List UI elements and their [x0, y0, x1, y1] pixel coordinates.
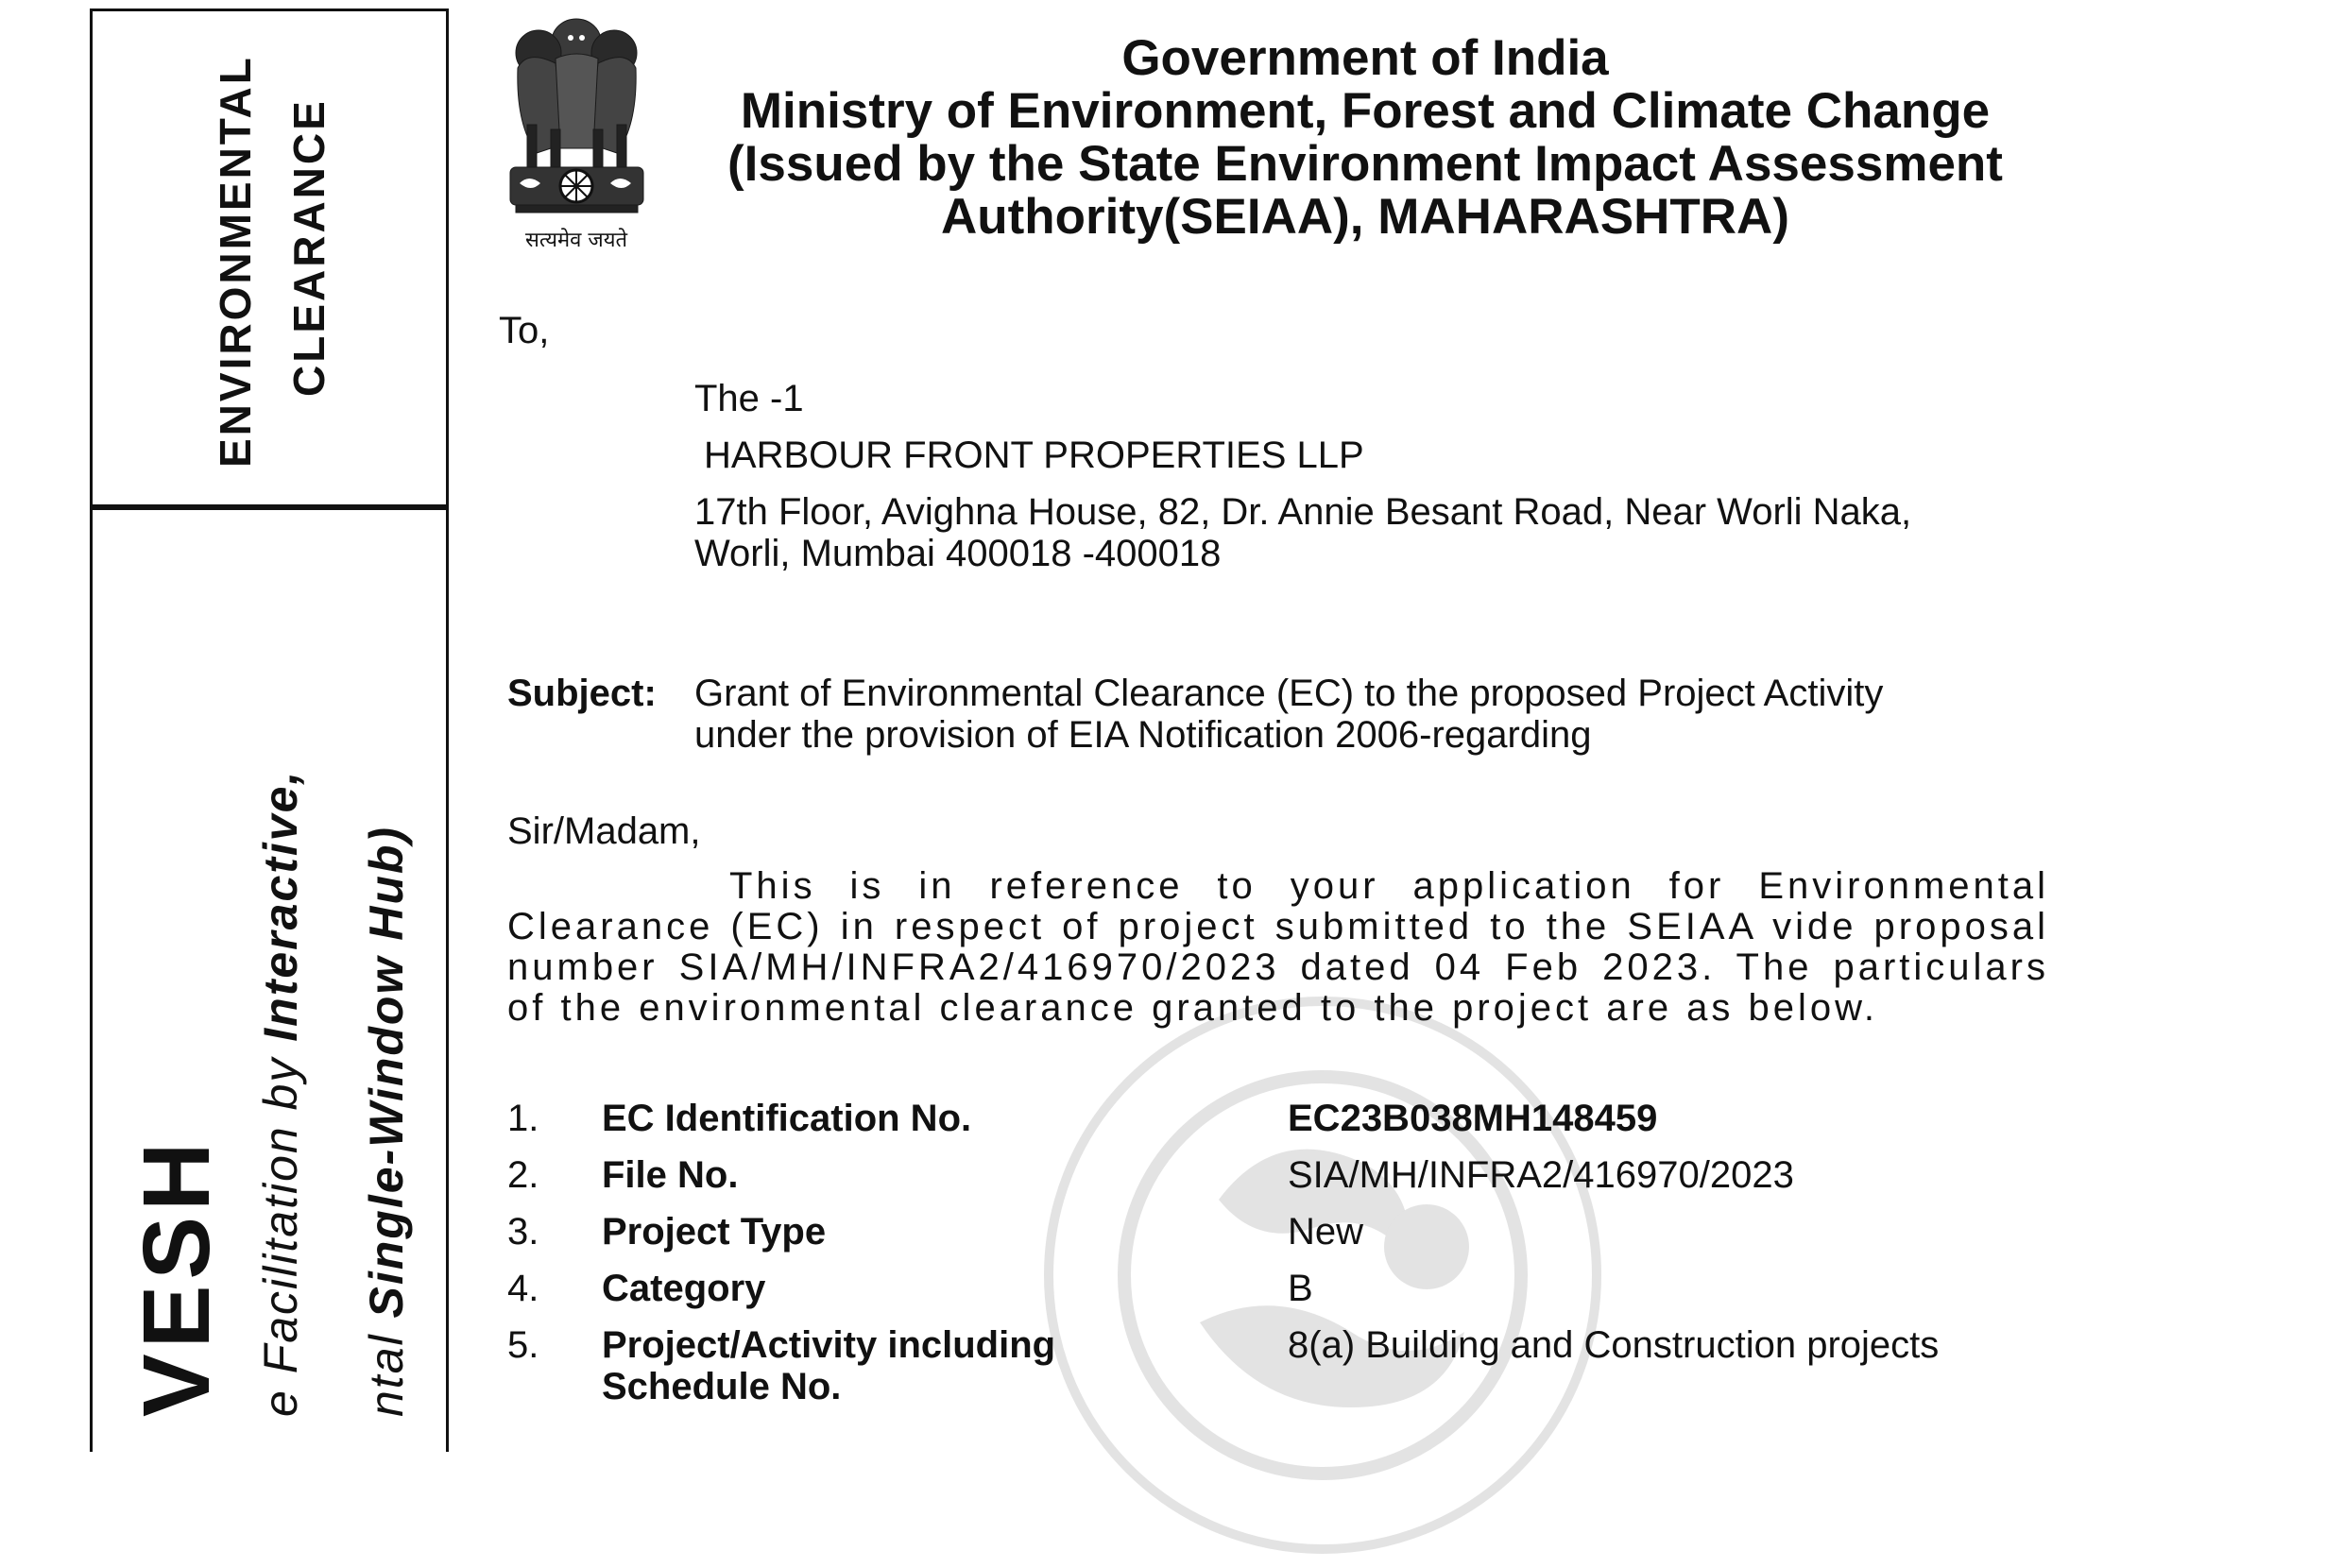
header-line-3: (Issued by the State Environment Impact Assessment: [727, 136, 2003, 192]
project-type-value: New: [1288, 1211, 1364, 1253]
banner-environmental: ENVIRONMENTAL: [211, 55, 260, 468]
company-address: [694, 491, 1911, 574]
header-line-2: Ministry of Environment, Forest and Climate Change: [740, 83, 1991, 139]
addressee-block: [694, 378, 1911, 589]
ashoka-lion-capital-icon: [499, 11, 655, 247]
file-no-value: SIA/MH/INFRA2/416970/2023: [1288, 1154, 1794, 1196]
address-line-2: Worli, Mumbai 400018 -400018: [694, 533, 1222, 574]
company-name: HARBOUR FRONT PROPERTIES LLP: [704, 435, 1364, 476]
salutation: Sir/Madam,: [507, 810, 701, 852]
document-header: [661, 32, 2069, 244]
to-label: To,: [499, 310, 550, 351]
header-line-4: Authority(SEIAA), MAHARASHTRA): [941, 189, 1789, 245]
category-label: Category: [602, 1268, 766, 1309]
banner-parivesh: VESH: [124, 1136, 230, 1417]
schedule-label: Project/Activity including Schedule No.: [602, 1324, 1056, 1407]
address-line-1: 17th Floor, Avighna House, 82, Dr. Annie Besant Road, Near Worli Naka,: [694, 491, 1912, 533]
project-type-label: Project Type: [602, 1211, 827, 1253]
addressee-title: The -1: [694, 378, 804, 419]
header-line-1: Government of India: [1121, 30, 1609, 86]
particular-row-5: 5. Project/Activity including Schedule No. 8(a) Building and Construction projects: [507, 1324, 1940, 1407]
subject-text: [694, 673, 2064, 756]
banner-tagline-1: e Facilitation by Interactive,: [254, 769, 307, 1417]
particular-row-3: 3. Project Type New: [507, 1211, 1364, 1253]
emblem-motto: सत्यमेव जयते: [524, 229, 628, 252]
schedule-value: 8(a) Building and Construction projects: [1288, 1324, 1940, 1366]
subject-line-1: Grant of Environmental Clearance (EC) to the proposed Project Activity: [694, 673, 1884, 714]
file-no-label: File No.: [602, 1154, 739, 1196]
particular-row-2: 2. File No. SIA/MH/INFRA2/416970/2023: [507, 1154, 1794, 1196]
subject-label: Subject:: [507, 673, 657, 714]
particular-row-1: 1. EC Identification No. EC23B038MH148459: [507, 1098, 1658, 1139]
category-value: B: [1288, 1268, 1313, 1309]
subject-line-2: under the provision of EIA Notification 2006-regarding: [694, 714, 1592, 756]
banner-top-box: [90, 9, 449, 507]
reference-paragraph: This is in reference to your application for Environmental Clearance (EC) in respect of project submitted to the SEIAA vide proposal number SIA/MH/INFRA2/416970/2023 dated 04 Feb 2023. The particulars of the environmental clearance granted to the project are as below.: [507, 865, 2049, 1029]
banner-tagline-2: ntal Single-Window Hub): [360, 825, 413, 1417]
ec-id-label: EC Identification No.: [602, 1098, 972, 1139]
banner-clearance: CLEARANCE: [284, 98, 333, 397]
particular-row-4: 4. Category B: [507, 1268, 1313, 1309]
ec-id-value: EC23B038MH148459: [1288, 1098, 1658, 1139]
